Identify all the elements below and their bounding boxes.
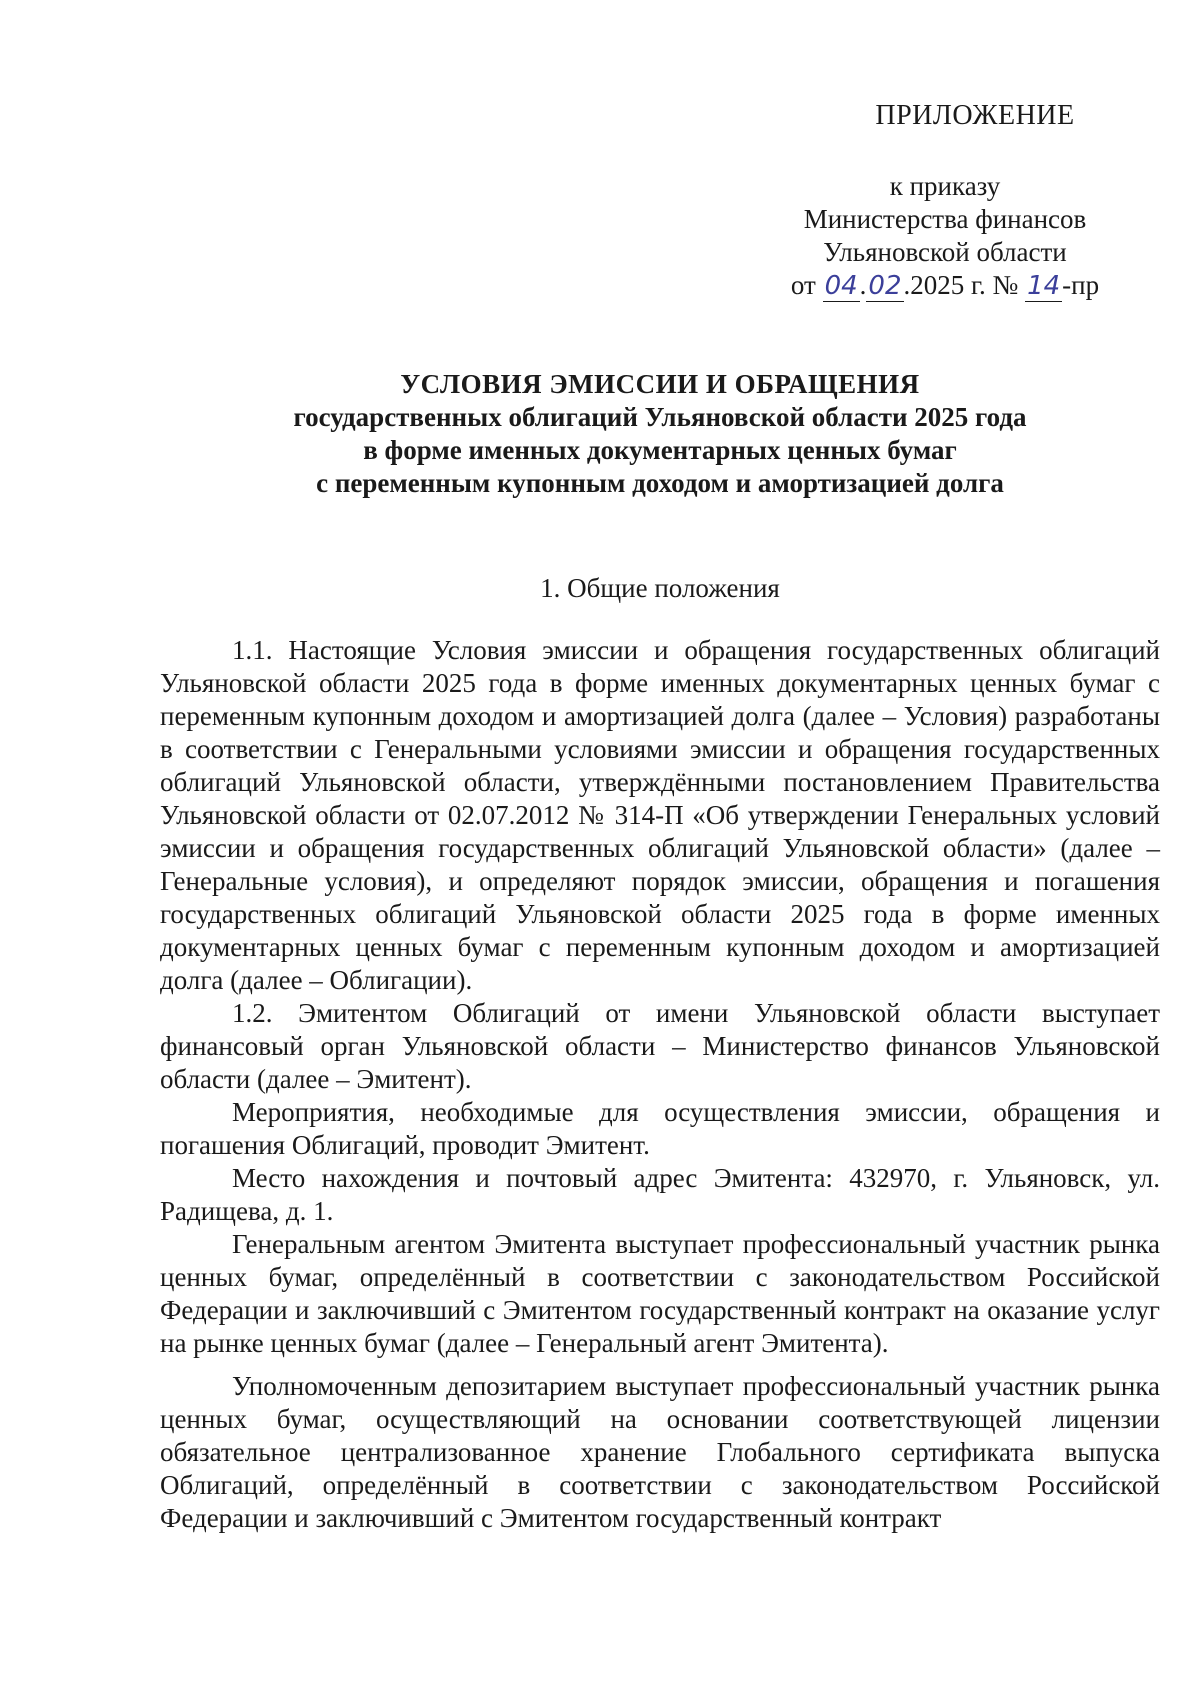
document-body (160, 634, 1160, 1535)
handwritten-order-number: 14 (1027, 271, 1061, 301)
title-line: с переменным купонным доходом и амортизацией долга (316, 468, 1004, 498)
date-prefix: от (790, 270, 816, 300)
document-title (160, 368, 1160, 500)
paragraph: Место нахождения и почтовый адрес Эмитента: 432970, г. Ульяновск, ул. Радищева, д. 1. (160, 1163, 1160, 1226)
order-line: Ульяновской области (823, 237, 1067, 267)
order-date-line (740, 269, 1150, 303)
order-suffix: -пр (1062, 270, 1100, 300)
handwritten-month: 02 (868, 271, 902, 301)
paragraph: 1.1. Настоящие Условия эмиссии и обращения государственных облигаций Ульяновской области 2025 года в форме именных документарных ценных бумаг с переменным купонным доходом и амортизацией долга (далее – Условия) разработаны в соответствии с Генеральными условиями эмиссии и обращения государственных облигаций Ульяновской области, утверждёнными постановлением Правительства Ульяновской области от 02.07.2012 № 314-П «Об утверждении Генеральных условий эмиссии и обращения государственных облигаций Ульяновской области» (далее – Генеральные условия), и определяют порядок эмиссии, обращения и погашения государственных облигаций Ульяновской области 2025 года в форме именных документарных ценных бумаг с переменным купонным доходом и амортизацией долга (далее – Облигации). (160, 635, 1160, 995)
order-line: Министерства финансов (803, 204, 1087, 234)
appendix-label: ПРИЛОЖЕНИЕ (875, 100, 1075, 131)
order-reference (740, 170, 1150, 303)
paragraph: Уполномоченным депозитарием выступает профессиональный участник рынка ценных бумаг, осуществляющий на основании соответствующей лицензии обязательное централизованное хранение Глобального сертификата выпуска Облигаций, определённый в соответствии с законодательством Российской Федерации и заключивший с Эмитентом государственный контракт (160, 1371, 1160, 1533)
title-line: государственных облигаций Ульяновской области 2025 года (293, 402, 1027, 432)
title-line: в форме именных документарных ценных бумаг (363, 435, 957, 465)
section-heading: 1. Общие положения (540, 573, 780, 603)
date-year: .2025 г. № (903, 270, 1019, 300)
paragraph: 1.2. Эмитентом Облигаций от имени Ульяновской области выступает финансовый орган Ульяновской области – Министерство финансов Ульяновской области (далее – Эмитент). (160, 998, 1160, 1094)
title-line: УСЛОВИЯ ЭМИССИИ И ОБРАЩЕНИЯ (400, 369, 920, 399)
order-line: к приказу (889, 171, 1001, 201)
paragraph: Генеральным агентом Эмитента выступает профессиональный участник рынка ценных бумаг, определённый в соответствии с законодательством Российской Федерации и заключивший с Эмитентом государственный контракт на оказание услуг на рынке ценных бумаг (далее – Генеральный агент Эмитента). (160, 1229, 1160, 1358)
handwritten-day: 04 (824, 271, 858, 301)
date-separator: . (859, 270, 867, 300)
paragraph: Мероприятия, необходимые для осуществления эмиссии, обращения и погашения Облигаций, проводит Эмитент. (160, 1097, 1160, 1160)
